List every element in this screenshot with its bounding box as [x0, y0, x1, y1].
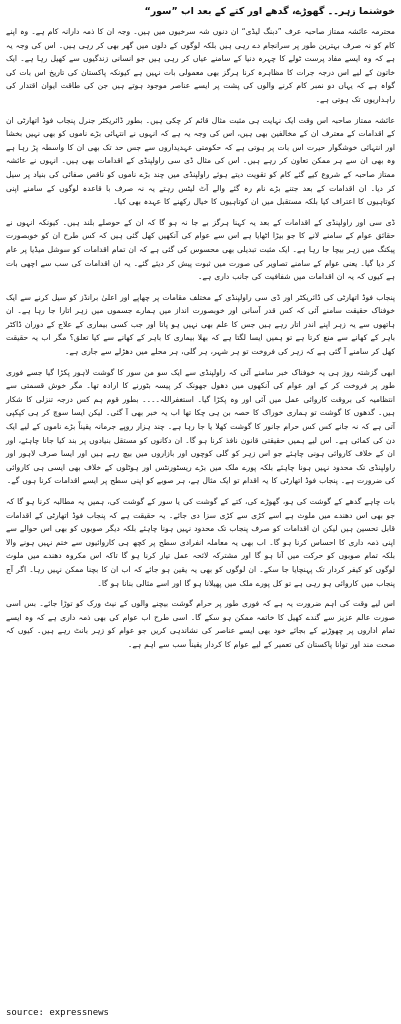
article-paragraph: ڈی سی اور راولپنڈی کے اقدامات کے بعد یہ کہنا ہرگز بے جا نہ ہو گا کہ ان کے حوصلے بلند ہیں۔ کیونکہ انہوں نے حقائق عوام کے سامنے لانے کا جو بیڑا اٹھایا ہے اس سے عوام کی آنکھیں کھل گئی ہیں کہ کس طرح ان کو خوبصورت پیکنگ میں زہر بیچا جا رہا ہے۔ ایک مثبت تبدیلی بھی محسوس کی گئی ہے کہ ان تمام اقدامات کو سوشل میڈیا پر عام کر دیا گیا۔ یعنی عوام کے سامنے تصاویر کی صورت میں ثبوت پیش کر دیئے گئے۔ یہ ان اقدامات کی سب سے اچھی بات ہے کیوں کہ یہ ان اقدامات میں شفافیت کی جانب داری ہے۔: [6, 217, 395, 282]
source-credit: source: expressnews: [6, 1008, 109, 1018]
article-paragraph: اس لیے وقت کی اہم ضرورت یہ ہے کہ فوری طور پر حرام گوشت بیچنے والوں کے نیٹ ورک کو توڑا جائے۔ بس اسی صورت عالم عزیز سے گندے کھیل کا خاتمہ ممکن ہو سکے گا۔ اسی طرح اب عوام کی بھی ذمہ داری ہے کہ وہ ایسے تمام اداروں پر چھوڑنے کے بجائے خود بھی ایسے عناصر کی نشاندہی کریں جو عوام کو زہر بانٹ رہے ہیں۔ کیوں کہ صحت مند اور توانا پاکستان کی تعمیر کے لیے عوام کا کردار یقیناً سب سے اہم ہے۔: [6, 599, 395, 649]
article-paragraph: پنجاب فوڈ اتھارٹی کی ڈائریکٹر اور ڈی سی راولپنڈی کے مختلف مقامات پر چھاپے اور اعلیٰ برانڈز کو سیل کرنے سے ایک خوفناک حقیقت سامنے آئی کہ کس قدر آسانی اور خوبصورت انداز میں ہمارے جسموں میں زہر اتارا جا رہا ہے۔ ان ہاتھوں سے یہ زہر اپنے اندر اتار رہے ہیں جس کا علم بھی نہیں ہو پاتا اور جب کسی بیماری کے علاج کے دوران ڈاکٹر باہر کے کھانے سے منع کرتا ہے تو ہمیں ایسا لگتا ہے کہ بھلا بیماری کا باہر کے کھانے سے کیا تعلق؟ مگر اب یہ حقیقت کھل کر سامنے آ گئی ہے کہ زہر کی فروخت تو ہر شہر، ہر گلی، ہر محلے میں دھڑلے سے جاری ہے۔: [6, 292, 395, 357]
article-paragraph: عائشہ ممتاز صاحبہ اس وقت ایک نہایت ہی مثبت مثال قائم کر چکی ہیں۔ بطور ڈائریکٹر جنرل پنجاب فوڈ اتھارٹی ان کے اقدامات کے معترف ان کے مخالفین بھی ہیں، اس کی وجہ یہ ہے کہ انہوں نے انتہائی بڑے ناموں کو بھی نہیں بخشا اور انتہائی خوشگوار حیرت اس بات پر ہوتی ہے کہ حکومتی عہدیداروں سے جس حد تک بھی ان کا واسطہ پڑ رہا ہے وہ بھی ان سے ہر ممکن تعاون کر رہے ہیں۔ اس کی مثال ڈی سی راولپنڈی کے اقدامات بھی ہیں۔ انہوں نے عائشہ ممتاز صاحبہ کے شروع کیے گئے کام کو تقویت دیتے ہوئے راولپنڈی میں چند بڑے ناموں کو ناقص صفائی کی بنیاد پر سیل کر دیا۔ ان اقدامات کے بعد جتنے بڑے نام رہ گئے والے آٹ لیٹس رہتے یہ نہ صرف با قاعدہ لوگوں کے سامنے اپنی کوتاہیوں کا اعتراف کیا بلکہ مستقبل میں ان کوتاہیوں کا خیال رکھنے کا عہدہ بھی کیا۔: [6, 115, 395, 207]
article-paragraph: محترمہ عائشہ ممتاز صاحبہ عرف ”دبنگ لیڈی“ ان دنوں شہ سرخیوں میں ہیں۔ وجہ ان کا ذمہ دارانہ کام ہے۔ وہ اپنے کام کو نہ صرف بہترین طور پر سرانجام دے رہی ہیں بلکہ لوگوں کے دلوں میں گھر بھی کر رہی ہیں۔ اس کی وجہ یہ ہے کہ وہ ایسے مفاد پرست ٹولے کا چہرہ دنیا کے سامنے عیاں کر رہی ہیں جو انسانی زندگیوں سے کھیل رہا ہے۔ ایک خاتون کے لیے اس درجہ جرات کا مظاہرہ کرنا ہرگز بھی معمولی بات نہیں ہے کیونکہ پاکستان کی تاریخ اس بات کی گواہ ہے کہ یہاں دو نمبر کام کرنے والوں کی پشت پر ایسے عناصر موجود ہوتے ہیں جن کی طاقت ایوان اقتدار کی راہداریوں تک ہوتی ہے۔: [6, 27, 395, 104]
article-headline: خوشنما زہر۔۔ گھوڑے، گدھے اور کتے کے بعد اب ”سور“: [144, 6, 395, 17]
article-paragraph: بات چاہے گدھے کے گوشت کی ہو، گھوڑے کی، کتے کے گوشت کی یا سور کے گوشت کی، ہمیں یہ مطالبہ کرنا ہو گا کہ جو بھی اس دھندے میں ملوث ہے اسے کڑی سے کڑی سزا دی جائے۔ یہ حقیقت ہے کہ پنجاب فوڈ اتھارٹی کے اقدامات قابل تحسین ہیں لیکن ان اقدامات کو صرف پنجاب تک محدود نہیں ہونا چاہئے بلکہ دیگر صوبوں کو بھی اس حوالے سے اپنی ذمہ داری کا احساس کرنا ہو گا۔ اب بھی یہ معاملہ انفرادی سطح پر کچھ ہی کاروائیوں سے ختم نہیں ہونے والا بلکہ تمام صوبوں کو حرکت میں آنا ہو گا اور مشترکہ لائحہ عمل تیار کرنا ہو گا تاکہ اس مکروہ دھندے میں ملوث لوگوں کو کیفر کردار تک پہنچایا جا سکے۔ ان لوگوں کو بھی یہ یقین ہو جائے کہ اب ان کا بچنا ممکن نہیں رہا۔ اگر آج پنجاب میں کاروائی ہو رہی ہے تو کل پورے ملک میں پھیلانا ہو گا اور اسے مثالی بنانا ہو گا۔: [6, 497, 395, 588]
article-paragraph: ابھی گزشتہ روز ہی یہ خوفناک خبر سامنے آئی کہ راولپنڈی سے ایک سو من سور کا گوشت لاہور پکڑا گیا جسے فوری طور پر فروخت کر کے اور عوام کی آنکھوں میں دھول جھونک کر پیسہ بٹورنے کا ارادہ تھا۔ مگر خوش قسمتی سے انتظامیہ کی بروقت کاروائی عمل میں آئی اور وہ پکڑا گیا۔ استغفراللہ۔۔۔۔ بطور قوم ہم کس درجہ تنزلی کا شکار ہیں۔ گدھوں کا گوشت تو ہماری خوراک کا حصہ بن ہی چکا تھا اب یہ خبر بھی آ گئی۔ لیکن ایسا سوچ کر ہی کپکپی آتی ہے کہ نہ جانے کس کس حرام جانور کا گوشت کھلا یا جا رہا ہے۔ چند ہزار روپے جرمانہ یقیناً بڑے ناموں کے لیے ایک دن کی کمائی ہے۔ اس لیے ہمیں حقیقتی قانون نافذ کرنا ہو گا۔ ان دکانوں کو مستقل بنیادوں پر بند کیا جانا چاہئے، اور ان کے خلاف کاروائی ہونی چاہئے جو اس زہر کو گلی کوچوں اور بازاروں میں بیچ رہے ہیں اور ایسا صرف لاہور اور راولپنڈی تک محدود نہیں ہونا چاہئے بلکہ پورے ملک میں بڑے ریسٹورنٹس اور ہوٹلوں کے خلاف بھی ایسی ہی کاروائی کی ضرورت ہے۔ پنجاب فوڈ اتھارٹی کا یہ اقدام تو ایک مثال ہے، ہر صوبے کو اپنی سطح پر ایسے اقدامات کرنا ہوں گے۔: [6, 367, 395, 486]
